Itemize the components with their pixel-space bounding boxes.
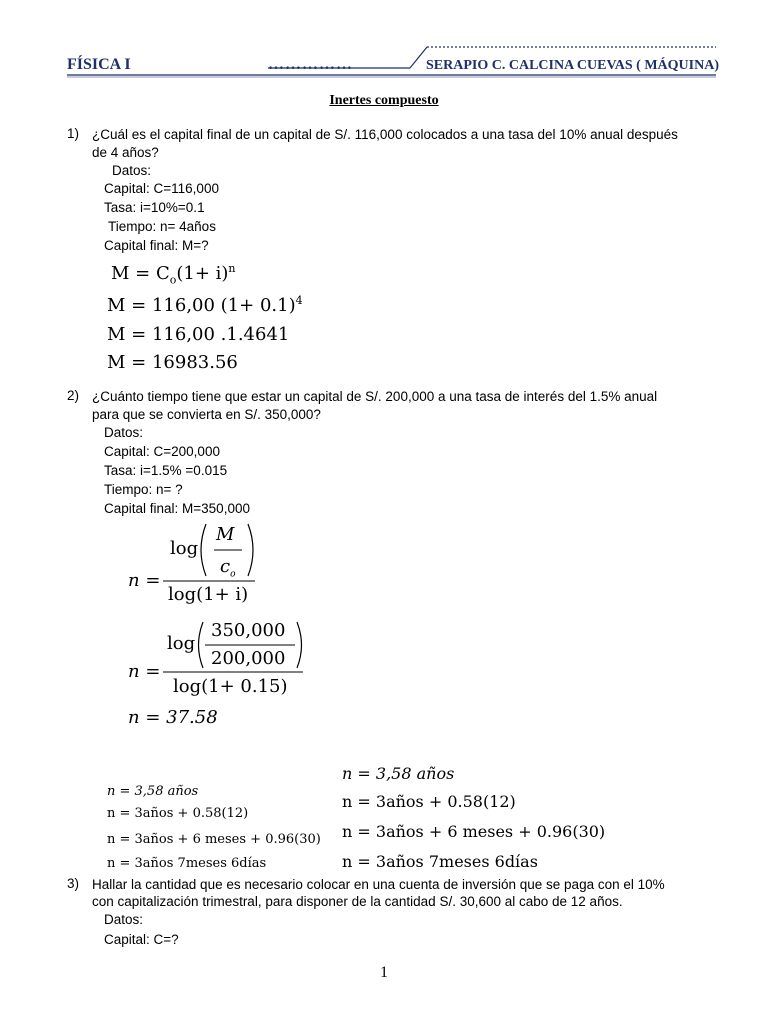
course-title: FÍSICA I: [67, 56, 131, 73]
equation-4: M = 16983.56: [107, 352, 238, 373]
problem-3-text-line2: con capitalización trimestral, para disponer de la cantidad S/. 30,600 al cabo de 12 años.: [92, 894, 623, 909]
problem-1-number: 1): [67, 126, 80, 141]
problem-3-datos: Datos:: [104, 912, 144, 927]
problem-2-tasa: Tasa: i=1.5% =0.015: [104, 463, 228, 478]
problem-2-capital-final: Capital final: M=350,000: [104, 501, 250, 516]
problem-2-datos: Datos:: [104, 425, 144, 440]
left-line-1: n = 3,58 años: [107, 784, 199, 799]
problem-3-text-line1: Hallar la cantidad que es necesario colocar en una cuenta de inversión que se paga con el 10%: [92, 877, 665, 892]
page-title: Inertes compuesto: [329, 93, 439, 108]
problem-1-capital-final: Capital final: M=?: [104, 238, 209, 253]
problem-2-capital: Capital: C=200,000: [104, 444, 220, 459]
problem-2-text-line1: ¿Cuánto tiempo tiene que estar un capital de S/. 200,000 a una tasa de interés del 1.5% anual: [92, 389, 658, 404]
right-line-1: n = 3,58 años: [342, 764, 455, 783]
author-name: SERAPIO C. CALCINA CUEVAS ( MÁQUINA): [426, 58, 719, 73]
problem-1-text-line1: ¿Cuál es el capital final de un capital de S/. 116,000 colocados a una tasa del 10% anual después: [92, 127, 678, 142]
problem-1-datos: Datos:: [112, 163, 152, 178]
equation-3: M = 116,00 .1.4641: [107, 324, 290, 345]
formula-1-denominator: log(1+ i): [168, 584, 249, 605]
problem-2-text-line2: para que se convierta en S/. 350,000?: [92, 407, 321, 422]
right-line-3: n = 3años + 6 meses + 0.96(30): [342, 822, 606, 841]
problem-2-number: 2): [67, 388, 80, 403]
equation-1: $M = C_o(1+ i)^n$: [111, 262, 236, 287]
problem-1-capital: Capital: C=116,000: [104, 181, 219, 196]
formula-1-lhs: n =: [128, 570, 161, 591]
left-line-4: n = 3años 7meses 6días: [107, 856, 267, 871]
problem-1-tasa: Tasa: i=10%=0.1: [104, 200, 205, 215]
formula-2-numerator: 350,000: [211, 620, 286, 641]
left-line-2: n = 3años + 0.58(12): [107, 806, 249, 821]
problem-3-capital: Capital: C=?: [104, 932, 179, 947]
page-number: 1: [380, 964, 388, 981]
problem-3-number: 3): [67, 876, 80, 891]
formula-1-log: log: [170, 538, 199, 559]
formula-1-M: M: [216, 524, 235, 545]
formula-2-log: log: [167, 633, 196, 654]
left-line-3: n = 3años + 6 meses + 0.96(30): [107, 832, 321, 847]
formula-2-inner-denominator: 200,000: [211, 648, 286, 669]
problem-2-tiempo: Tiempo: n= ?: [104, 482, 183, 497]
formula-2-lhs: n =: [128, 661, 161, 682]
problem-1-text-line2: de 4 años?: [92, 145, 159, 160]
equation-2: M = 116,00 $(1+ 0.1)^4$: [107, 294, 303, 316]
formula-1-c: $c_o$: [220, 556, 236, 580]
header-dots: ……………: [268, 56, 353, 73]
result: n = 37.58: [128, 707, 218, 728]
problem-1-tiempo: Tiempo: n= 4años: [108, 219, 216, 234]
right-line-4: n = 3años 7meses 6días: [342, 852, 538, 871]
formula-2-denominator: log(1+ 0.15): [173, 676, 288, 697]
right-line-2: n = 3años + 0.58(12): [342, 792, 516, 811]
